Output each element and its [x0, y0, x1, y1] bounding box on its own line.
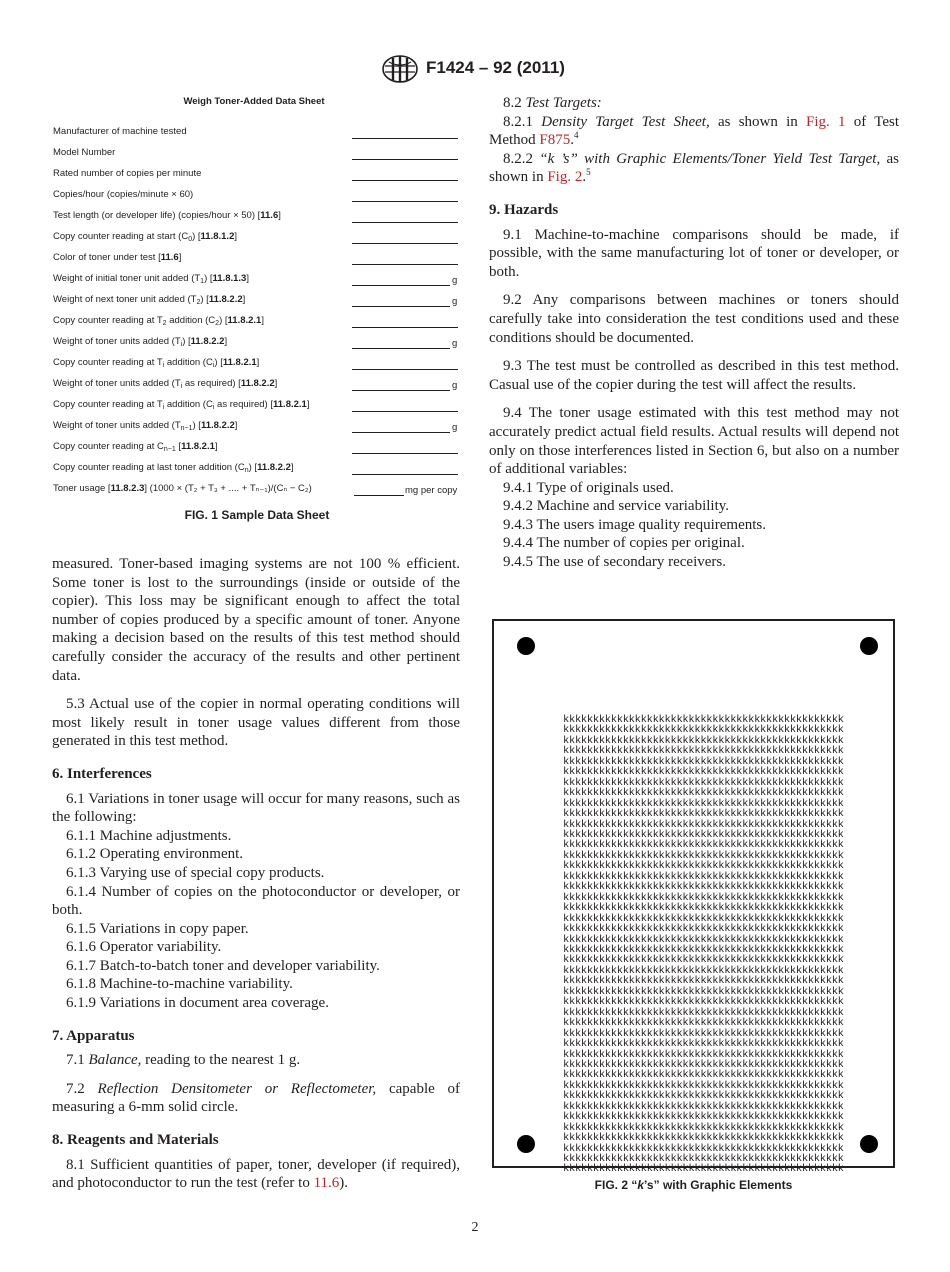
data-sheet-row	[52, 357, 462, 373]
entry-line	[352, 432, 450, 433]
data-sheet-row	[52, 189, 462, 205]
data-sheet-row	[52, 336, 462, 352]
row-label: Weight of toner units added $(T_i)$ [11.8.2.2]	[53, 336, 228, 348]
unit-label: g	[452, 275, 458, 286]
footnote-5: 5	[586, 167, 591, 178]
list-item: 6.1.7 Batch-to-batch toner and developer variability.	[66, 957, 380, 974]
fig1-caption: FIG. 1 Sample Data Sheet	[184, 508, 330, 522]
row-label: Rated number of copies per minute	[53, 168, 202, 179]
section-link-11-6[interactable]: 11.6	[313, 1175, 340, 1192]
row-label: Test length (or developer life) (copies/hour × 50) [11.6]	[53, 210, 281, 221]
data-sheet-title: Weigh Toner-Added Data Sheet	[183, 96, 325, 107]
left-column	[52, 555, 460, 1193]
row-label: Color of toner under test [11.6]	[53, 252, 182, 263]
list-item: 9.4.2 Machine and service variability.	[503, 498, 730, 515]
list-item: 9.4.4 The number of copies per original.	[503, 535, 745, 552]
row-label: Copy counter reading at last toner addition $(C_n)$ [11.8.2.2]	[53, 462, 294, 474]
f875-link[interactable]: F875	[539, 132, 571, 149]
entry-line	[352, 138, 458, 139]
fig1-data-sheet	[52, 96, 462, 496]
data-sheet-row	[52, 315, 462, 331]
heading-hazards: 9. Hazards	[489, 201, 559, 218]
data-sheet-row	[52, 483, 462, 499]
unit-label: mg per copy	[405, 485, 458, 496]
data-sheet-row	[52, 399, 462, 415]
list-item: 6.1.4 Number of copies on the photoconductor or developer, or both.	[52, 883, 460, 919]
row-label: Toner usage [11.8.2.3] (1000 × (T₂ + T₃ + .... + Tₙ₋₁)/(Cₙ − C₂)	[53, 483, 312, 494]
k-character-block: kkkkkkkkkkkkkkkkkkkkkkkkkkkkkkkkkkkkkkkkkkkkkkk kkkkkkkkkkkkkkkkkkkkkkkkkkkkkkkkkkkkkkkkkkkkkkk kkkkkkkkkkkkkkkkkkkkkkkkkkkkkkkkkkkkkkkkkkkkkkk kkkkkkkkkkkkkkkkkkkkkkkkkkkkkkkkkkkkkkkkkkkkkkk kkkkkkkkkkkkkkkkkkkkkkkkkkkkkkkkkkkkkkkkkkkkkkk kkkkkkkkkkkkkkkkkkkkkkkkkkkkkkkkkkkkkkkkkkkkkkk kkkkkkkkkkkkkkkkkkkkkkkkkkkkkkkkkkkkkkkkkkkkkkk kkkkkkkkkkkkkkkkkkkkkkkkkkkkkkkkkkkkkkkkkkkkkkk kkkkkkkkkkkkkkkkkkkkkkkkkkkkkkkkkkkkkkkkkkkkkkk kkkkkkkkkkkkkkkkkkkkkkkkkkkkkkkkkkkkkkkkkkkkkkk kkkkkkkkkkkkkkkkkkkkkkkkkkkkkkkkkkkkkkkkkkkkkkk kkkkkkkkkkkkkkkkkkkkkkkkkkkkkkkkkkkkkkkkkkkkkkk kkkkkkkkkkkkkkkkkkkkkkkkkkkkkkkkkkkkkkkkkkkkkkk kkkkkkkkkkkkkkkkkkkkkkkkkkkkkkkkkkkkkkkkkkkkkkk kkkkkkkkkkkkkkkkkkkkkkkkkkkkkkkkkkkkkkkkkkkkkkk kkkkkkkkkkkkkkkkkkkkkkkkkkkkkkkkkkkkkkkkkkkkkkk kkkkkkkkkkkkkkkkkkkkkkkkkkkkkkkkkkkkkkkkkkkkkkk kkkkkkkkkkkkkkkkkkkkkkkkkkkkkkkkkkkkkkkkkkkkkkk kkkkkkkkkkkkkkkkkkkkkkkkkkkkkkkkkkkkkkkkkkkkkkk kkkkkkkkkkkkkkkkkkkkkkkkkkkkkkkkkkkkkkkkkkkkkkk kkkkkkkkkkkkkkkkkkkkkkkkkkkkkkkkkkkkkkkkkkkkkkk kkkkkkkkkkkkkkkkkkkkkkkkkkkkkkkkkkkkkkkkkkkkkkk kkkkkkkkkkkkkkkkkkkkkkkkkkkkkkkkkkkkkkkkkkkkkkk kkkkkkkkkkkkkkkkkkkkkkkkkkkkkkkkkkkkkkkkkkkkkkk kkkkkkkkkkkkkkkkkkkkkkkkkkkkkkkkkkkkkkkkkkkkkkk kkkkkkkkkkkkkkkkkkkkkkkkkkkkkkkkkkkkkkkkkkkkkkk kkkkkkkkkkkkkkkkkkkkkkkkkkkkkkkkkkkkkkkkkkkkkkk kkkkkkkkkkkkkkkkkkkkkkkkkkkkkkkkkkkkkkkkkkkkkkk kkkkkkkkkkkkkkkkkkkkkkkkkkkkkkkkkkkkkkkkkkkkkkk kkkkkkkkkkkkkkkkkkkkkkkkkkkkkkkkkkkkkkkkkkkkkkk kkkkkkkkkkkkkkkkkkkkkkkkkkkkkkkkkkkkkkkkkkkkkkk kkkkkkkkkkkkkkkkkkkkkkkkkkkkkkkkkkkkkkkkkkkkkkk kkkkkkkkkkkkkkkkkkkkkkkkkkkkkkkkkkkkkkkkkkkkkkk kkkkkkkkkkkkkkkkkkkkkkkkkkkkkkkkkkkkkkkkkkkkkkk kkkkkkkkkkkkkkkkkkkkkkkkkkkkkkkkkkkkkkkkkkkkkkk kkkkkkkkkkkkkkkkkkkkkkkkkkkkkkkkkkkkkkkkkkkkkkk kkkkkkkkkkkkkkkkkkkkkkkkkkkkkkkkkkkkkkkkkkkkkkk kkkkkkkkkkkkkkkkkkkkkkkkkkkkkkkkkkkkkkkkkkkkkkk kkkkkkkkkkkkkkkkkkkkkkkkkkkkkkkkkkkkkkkkkkkkkkk kkkkkkkkkkkkkkkkkkkkkkkkkkkkkkkkkkkkkkkkkkkkkkk kkkkkkkkkkkkkkkkkkkkkkkkkkkkkkkkkkkkkkkkkkkkkkk kkkkkkkkkkkkkkkkkkkkkkkkkkkkkkkkkkkkkkkkkkkkkkk kkkkkkkkkkkkkkkkkkkkkkkkkkkkkkkkkkkkkkkkkkkkkkk kkkkkkkkkkkkkkkkkkkkkkkkkkkkkkkkkkkkkkkkkkkkkkk	[563, 714, 844, 1176]
registration-dot-bottom-right	[860, 1135, 878, 1153]
list-item: 6.1.5 Variations in copy paper.	[66, 920, 249, 937]
entry-line	[352, 369, 458, 370]
registration-dot-top-left	[517, 637, 535, 655]
paragraph-9-2: 9.2 Any comparisons between machines or toners should carefully take into consideration the test conditions used and these conditions should be documented.	[489, 292, 899, 346]
row-label: Copy counter reading at $T_i$ addition $(C_i)$ [11.8.2.1]	[53, 357, 260, 369]
entry-line	[352, 243, 458, 244]
entry-line	[352, 348, 450, 349]
data-sheet-row	[52, 252, 462, 268]
data-sheet-row	[52, 462, 462, 478]
standard-designation: F1424 – 92 (2011)	[426, 58, 565, 77]
data-sheet-row	[52, 441, 462, 457]
paragraph-8-1: 8.1 Sufficient quantities of paper, toner, developer (if required), and photoconductor to run the test (refer to 11.6).	[52, 1156, 460, 1192]
list-item: 9.4.1 Type of originals used.	[503, 479, 674, 496]
row-label: Model Number	[53, 147, 116, 158]
list-item: 6.1.3 Varying use of special copy products.	[66, 864, 325, 881]
list-item: 6.1.8 Machine-to-machine variability.	[66, 976, 293, 993]
fig2-link[interactable]: Fig. 2	[547, 169, 583, 186]
data-sheet-row	[52, 168, 462, 184]
page-header	[0, 52, 950, 86]
heading-interferences: 6. Interferences	[52, 765, 152, 782]
right-column	[489, 94, 899, 572]
entry-line	[352, 474, 458, 475]
entry-line	[352, 306, 450, 307]
entry-line	[354, 495, 404, 496]
paragraph-8-2-1: 8.2.1 Density Target Test Sheet, as shown in Fig. 1 of Test Method F875.$^4$	[489, 113, 900, 149]
registration-dot-bottom-left	[517, 1135, 535, 1153]
data-sheet-row	[52, 126, 462, 142]
fig1-link[interactable]: Fig. 1	[806, 113, 846, 130]
row-label: Weight of initial toner unit added $(T_1)$ [11.8.1.3]	[53, 273, 249, 285]
row-label: Copy counter reading at $T_i$ addition ($C_i$ as required) [11.8.2.1]	[53, 399, 310, 411]
entry-line	[352, 390, 450, 391]
astm-logo-icon	[380, 54, 420, 84]
unit-label: g	[452, 422, 458, 433]
list-item: 6.1.2 Operating environment.	[66, 846, 244, 863]
heading-apparatus: 7. Apparatus	[52, 1027, 135, 1044]
unit-label: g	[452, 296, 458, 307]
row-label: Copy counter reading at start $(C_0)$ [11.8.1.2]	[53, 231, 237, 243]
list-item: 6.1.1 Machine adjustments.	[66, 827, 232, 844]
paragraph-9-4: 9.4 The toner usage estimated with this test method may not accurately predict actual field results. Actual results will depend not only on those interferences listed in Section 6, but also on a number of additional variables:	[489, 405, 899, 478]
list-item: 9.4.5 The use of secondary receivers.	[503, 554, 726, 571]
page-number: 2	[471, 1220, 479, 1235]
row-label: Copy counter reading at $C_{n-1}$ [11.8.2.1]	[53, 441, 218, 453]
row-label: Copy counter reading at $T_2$ addition $(C_2)$ [11.8.2.1]	[53, 315, 264, 327]
list-item: 6.1.6 Operator variability.	[66, 939, 222, 956]
unit-label: g	[452, 380, 458, 391]
data-sheet-row	[52, 294, 462, 310]
list-item: 6.1.9 Variations in document area coverage.	[66, 995, 329, 1012]
paragraph-continuation: measured. Toner-based imaging systems are not 100 % efficient. Some toner is lost to the surroundings (inside or outside of the copier). This loss may be significant enough to affect the total number of copies produced by a specific amount of toner. Anyone making a decision based on the results of this test method should carefully consider the accuracy of the results and other pertinent data.	[52, 556, 460, 684]
entry-line	[352, 285, 450, 286]
interferences-list	[52, 827, 460, 1013]
unit-label: g	[452, 338, 458, 349]
row-label: Manufacturer of machine tested	[53, 126, 187, 137]
entry-line	[352, 327, 458, 328]
entry-line	[352, 201, 458, 202]
paragraph-9-3: 9.3 The test must be controlled as described in this test method. Casual use of the copier during the test will affect the results.	[489, 358, 899, 393]
entry-line	[352, 453, 458, 454]
paragraph-8-2-2: 8.2.2 “k ’s” with Graphic Elements/Toner Yield Test Target, as shown in Fig. 2.$^5$	[489, 150, 900, 186]
row-label: Weight of next toner unit added $(T_2)$ [11.8.2.2]	[53, 294, 246, 306]
data-sheet-row	[52, 420, 462, 436]
row-label: Weight of toner units added ($T_i$ as required) [11.8.2.2]	[53, 378, 278, 390]
fig2-test-target	[492, 619, 895, 1176]
list-item: 9.4.3 The users image quality requirements.	[503, 516, 766, 533]
entry-line	[352, 180, 458, 181]
paragraph-7-2: 7.2 Reflection Densitometer or Reflectometer, capable of measuring a 6-mm solid circle.	[52, 1080, 461, 1116]
paragraph-7-1: 7.1 Balance, reading to the nearest 1 g.	[66, 1052, 301, 1069]
heading-reagents: 8. Reagents and Materials	[52, 1132, 219, 1149]
footnote-4: 4	[574, 130, 579, 141]
entry-line	[352, 411, 458, 412]
row-label: Weight of toner units added $(T_{n-1})$ [11.8.2.2]	[53, 420, 238, 432]
data-sheet-row	[52, 231, 462, 247]
data-sheet-row	[52, 273, 462, 289]
paragraph-5-3: 5.3 Actual use of the copier in normal operating conditions will most likely result in toner usage values different from those generated in this test method.	[52, 696, 460, 750]
registration-dot-top-right	[860, 637, 878, 655]
paragraph-8-2: 8.2 Test Targets:	[503, 95, 602, 111]
entry-line	[352, 222, 458, 223]
variables-list	[489, 479, 899, 572]
paragraph-6-1: 6.1 Variations in toner usage will occur for many reasons, such as the following:	[52, 790, 460, 826]
paragraph-9-1: 9.1 Machine-to-machine comparisons should be made, if possible, with the same manufacturing lot of toner or developer, or both.	[489, 226, 899, 280]
row-label: Copies/hour (copies/minute × 60)	[53, 189, 194, 200]
data-sheet-row	[52, 147, 462, 163]
fig2-caption: FIG. 2 “k’s” with Graphic Elements	[594, 1178, 793, 1192]
entry-line	[352, 264, 458, 265]
data-sheet-row	[52, 378, 462, 394]
data-sheet-row	[52, 210, 462, 226]
entry-line	[352, 159, 458, 160]
